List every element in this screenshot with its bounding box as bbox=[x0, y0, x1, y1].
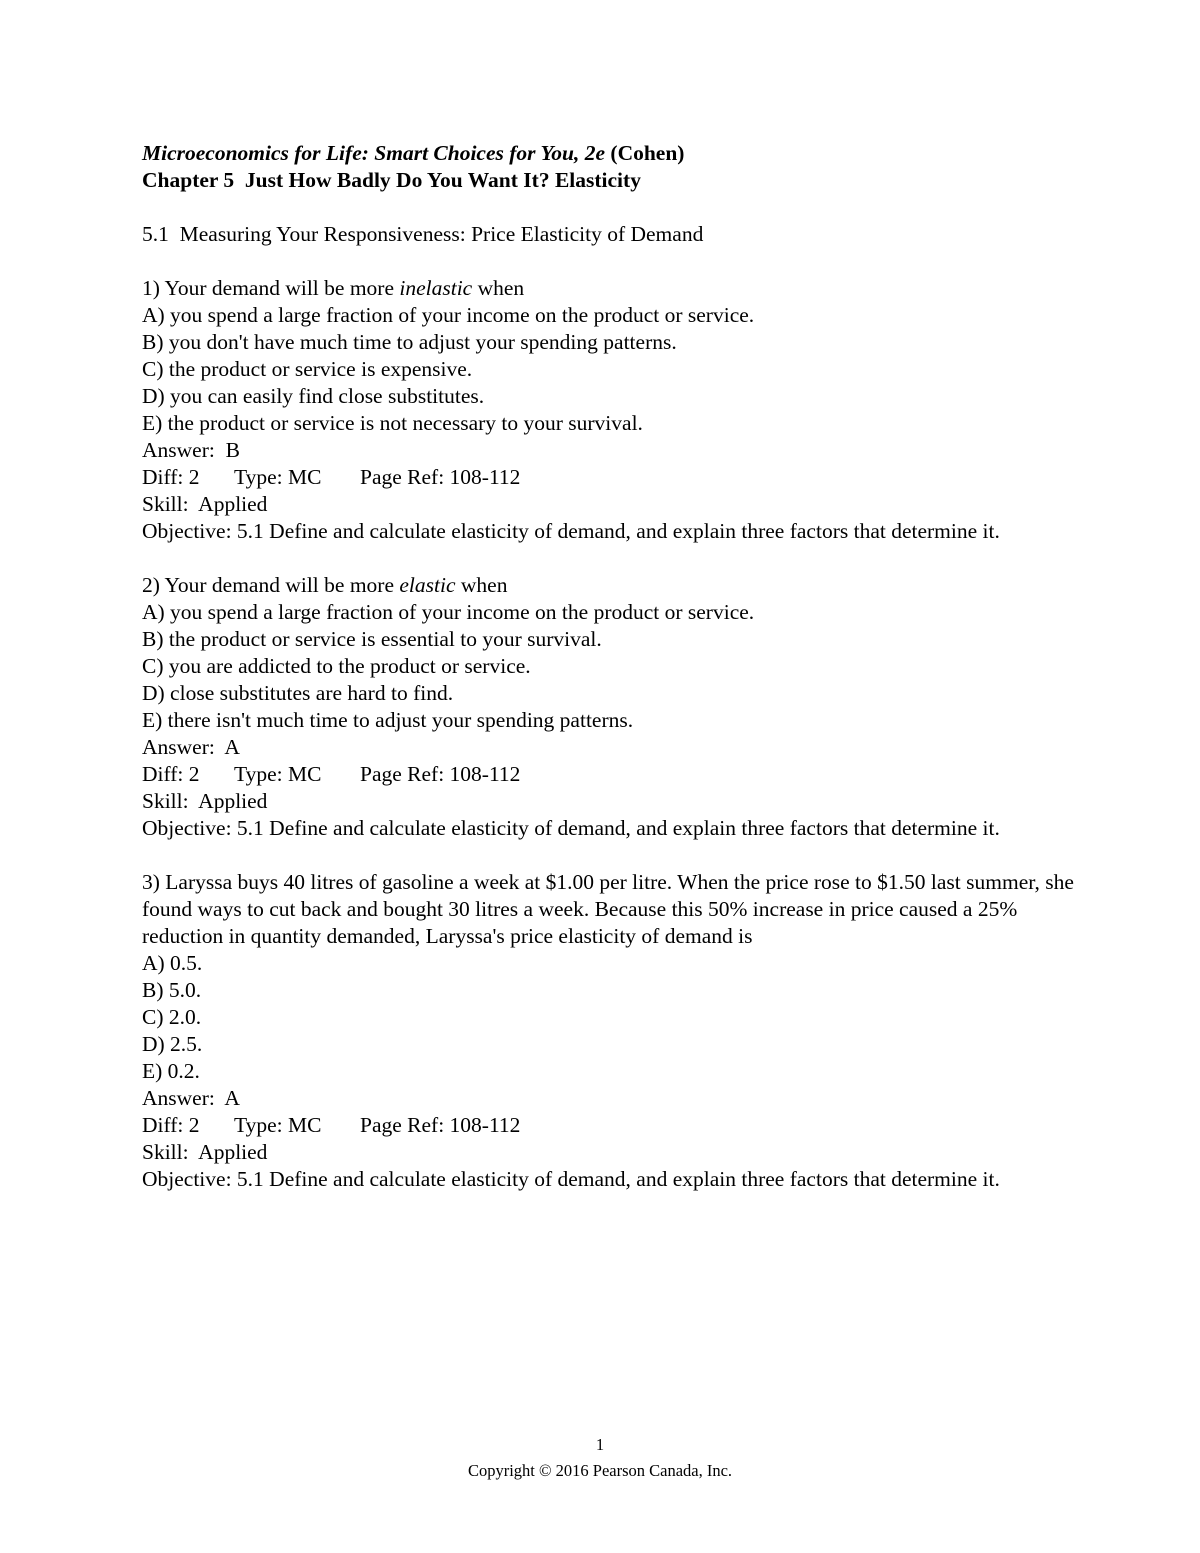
book-author: (Cohen) bbox=[610, 141, 685, 165]
section-heading: 5.1 Measuring Your Responsiveness: Price Elasticity of Demand bbox=[142, 222, 704, 246]
answer-option-a: A) you spend a large fraction of your income on the product or service. bbox=[142, 600, 755, 624]
question-meta bbox=[142, 761, 1082, 788]
question-meta bbox=[142, 1112, 1082, 1139]
answer-option-b: B) the product or service is essential to your survival. bbox=[142, 627, 602, 651]
page-content bbox=[142, 140, 1082, 1193]
answer-option-e: E) 0.2. bbox=[142, 1059, 200, 1083]
answer-option-d: D) close substitutes are hard to find. bbox=[142, 681, 454, 705]
difficulty: Diff: 2 bbox=[142, 465, 200, 489]
question-stem: 2) Your demand will be more elastic when bbox=[142, 573, 508, 597]
question-3 bbox=[142, 869, 1082, 1193]
answer-key: Answer: A bbox=[142, 735, 240, 759]
objective: Objective: 5.1 Define and calculate elasticity of demand, and explain three factors that determine it. bbox=[142, 816, 1000, 840]
answer-option-c: C) the product or service is expensive. bbox=[142, 357, 473, 381]
question-type: Type: MC bbox=[234, 465, 322, 489]
page-number: 1 bbox=[595, 1435, 605, 1454]
difficulty: Diff: 2 bbox=[142, 1113, 200, 1137]
page-ref: Page Ref: 108-112 bbox=[360, 1113, 521, 1137]
difficulty: Diff: 2 bbox=[142, 762, 200, 786]
answer-key: Answer: A bbox=[142, 1086, 240, 1110]
answer-option-a: A) 0.5. bbox=[142, 951, 203, 975]
skill: Skill: Applied bbox=[142, 492, 268, 516]
question-stem: 3) Laryssa buys 40 litres of gasoline a week at $1.00 per litre. When the price rose to $1.50 last summer, she found ways to cut back and bought 30 litres a week. Because this 50% increase in price caused a 25% reduction in quantity demanded, Laryssa's price elasticity of demand is bbox=[142, 870, 1074, 948]
answer-option-d: D) you can easily find close substitutes. bbox=[142, 384, 485, 408]
skill: Skill: Applied bbox=[142, 1140, 268, 1164]
page-ref: Page Ref: 108-112 bbox=[360, 762, 521, 786]
page-ref: Page Ref: 108-112 bbox=[360, 465, 521, 489]
answer-key: Answer: B bbox=[142, 438, 240, 462]
answer-option-d: D) 2.5. bbox=[142, 1032, 203, 1056]
question-type: Type: MC bbox=[234, 1113, 322, 1137]
emphasized-term: elastic bbox=[399, 573, 456, 597]
copyright-notice: Copyright © 2016 Pearson Canada, Inc. bbox=[467, 1461, 733, 1480]
answer-option-e: E) there isn't much time to adjust your spending patterns. bbox=[142, 708, 634, 732]
emphasized-term: inelastic bbox=[399, 276, 473, 300]
answer-option-c: C) 2.0. bbox=[142, 1005, 202, 1029]
answer-option-e: E) the product or service is not necessary to your survival. bbox=[142, 411, 643, 435]
objective: Objective: 5.1 Define and calculate elasticity of demand, and explain three factors that determine it. bbox=[142, 1167, 1000, 1191]
book-title: Microeconomics for Life: Smart Choices for You, 2e bbox=[142, 141, 606, 165]
answer-option-b: B) you don't have much time to adjust your spending patterns. bbox=[142, 330, 677, 354]
book-title-line bbox=[142, 140, 1082, 167]
question-2 bbox=[142, 572, 1082, 842]
question-stem: 1) Your demand will be more inelastic when bbox=[142, 276, 525, 300]
answer-option-c: C) you are addicted to the product or service. bbox=[142, 654, 531, 678]
answer-option-a: A) you spend a large fraction of your income on the product or service. bbox=[142, 303, 755, 327]
objective: Objective: 5.1 Define and calculate elasticity of demand, and explain three factors that determine it. bbox=[142, 519, 1000, 543]
skill: Skill: Applied bbox=[142, 789, 268, 813]
question-meta bbox=[142, 464, 1082, 491]
question-type: Type: MC bbox=[234, 762, 322, 786]
chapter-title: Chapter 5 Just How Badly Do You Want It? Elasticity bbox=[142, 168, 641, 192]
page-footer bbox=[0, 1432, 1200, 1484]
question-1 bbox=[142, 275, 1082, 545]
answer-option-b: B) 5.0. bbox=[142, 978, 202, 1002]
